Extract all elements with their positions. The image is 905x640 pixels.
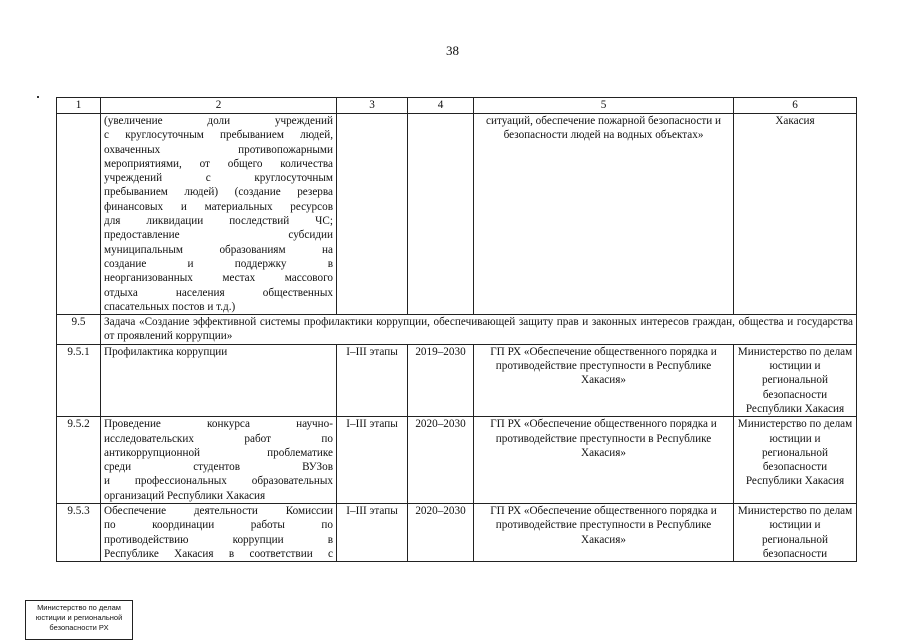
text-line: предоставление субсидии bbox=[104, 229, 333, 242]
text-line: (увеличение доли учреждений bbox=[104, 115, 333, 127]
table-row-continuation bbox=[57, 114, 857, 315]
num-cell: 9.5.3 bbox=[57, 504, 101, 562]
measure-cell bbox=[101, 114, 337, 315]
header-cell: 6 bbox=[734, 98, 857, 114]
header-cell: 5 bbox=[474, 98, 734, 114]
ministry-stamp bbox=[25, 600, 133, 640]
text-line: противодействию коррупции в bbox=[104, 533, 333, 546]
measure-cell bbox=[101, 344, 337, 416]
years-cell bbox=[408, 114, 474, 315]
years-cell: 2019–2030 bbox=[408, 344, 474, 416]
executor-cell: Министерство по делам юстиции и региональной безопасности bbox=[734, 504, 857, 562]
header-row bbox=[57, 98, 857, 114]
text-line: антикоррупционной проблематике bbox=[104, 446, 333, 459]
section-title: Задача «Создание эффективной системы профилактики коррупции, обеспечивающей защиту прав и законных интересов граждан, общества и государства от проявлений коррупции» bbox=[101, 315, 857, 345]
text-line: отдыха населения общественных bbox=[104, 286, 333, 299]
text-line: Обеспечение деятельности Комиссии bbox=[104, 505, 333, 518]
text-line: с круглосуточным пребыванием людей, bbox=[104, 129, 333, 142]
text-line: исследовательских работ по bbox=[104, 432, 333, 445]
program-cell: ГП РХ «Обеспечение общественного порядка и противодействие преступности в Республике Хакасия» bbox=[474, 417, 734, 504]
program-cell: ситуаций, обеспечение пожарной безопасности и безопасности людей на водных объектах» bbox=[474, 114, 734, 315]
num-cell: 9.5.1 bbox=[57, 344, 101, 416]
text-line: среди студентов ВУЗов bbox=[104, 461, 333, 474]
stages-cell: I–III этапы bbox=[337, 417, 408, 504]
measure-cell bbox=[101, 504, 337, 562]
program-cell: ГП РХ «Обеспечение общественного порядка и противодействие преступности в Республике Хакасия» bbox=[474, 344, 734, 416]
text-line: муниципальным образованиям на bbox=[104, 243, 333, 256]
text-line: Проведение конкурса научно- bbox=[104, 418, 333, 431]
text-line: учреждений с круглосуточным bbox=[104, 172, 333, 185]
section-number: 9.5 bbox=[57, 315, 101, 345]
executor-cell: Министерство по делам юстиции и региональной безопасности Республики Хакасия bbox=[734, 344, 857, 416]
text-line: Республике Хакасия в соответствии с bbox=[104, 547, 333, 560]
header-cell: 2 bbox=[101, 98, 337, 114]
text-line: пребыванием людей) (создание резерва bbox=[104, 186, 333, 199]
text-line: для ликвидации последствий ЧС; bbox=[104, 215, 333, 228]
table-row bbox=[57, 417, 857, 504]
text-line: Профилактика коррупции bbox=[104, 345, 228, 358]
table-row bbox=[57, 504, 857, 562]
program-cell: ГП РХ «Обеспечение общественного порядка и противодействие преступности в Республике Хакасия» bbox=[474, 504, 734, 562]
section-row bbox=[57, 315, 857, 345]
stamp-line: юстиции и региональной bbox=[35, 613, 123, 622]
measures-table bbox=[56, 97, 857, 562]
years-cell: 2020–2030 bbox=[408, 417, 474, 504]
years-cell: 2020–2030 bbox=[408, 504, 474, 562]
margin-mark bbox=[37, 96, 39, 98]
stages-cell: I–III этапы bbox=[337, 344, 408, 416]
text-line: организаций Республики Хакасия bbox=[104, 489, 266, 502]
text-line: финансовых и материальных ресурсов bbox=[104, 200, 333, 213]
text-line: и профессиональных образовательных bbox=[104, 475, 333, 488]
text-line: охваченных противопожарными bbox=[104, 143, 333, 156]
text-line: неорганизованных местах массового bbox=[104, 272, 333, 285]
executor-cell: Хакасия bbox=[734, 114, 857, 315]
text-line: мероприятиями, от общего количества bbox=[104, 157, 333, 170]
page-number: 38 bbox=[446, 43, 459, 58]
executor-cell: Министерство по делам юстиции и региональной безопасности Республики Хакасия bbox=[734, 417, 857, 504]
stamp-line: Министерство по делам bbox=[37, 603, 121, 612]
header-cell: 4 bbox=[408, 98, 474, 114]
stages-cell bbox=[337, 114, 408, 315]
table-row bbox=[57, 344, 857, 416]
header-cell: 1 bbox=[57, 98, 101, 114]
text-line: по координации работы по bbox=[104, 519, 333, 532]
text-line: создание и поддержку в bbox=[104, 257, 333, 270]
num-cell bbox=[57, 114, 101, 315]
stamp-line: безопасности РХ bbox=[49, 623, 109, 632]
text-line: спасательных постов и т.д.) bbox=[104, 300, 236, 313]
header-cell: 3 bbox=[337, 98, 408, 114]
measure-cell bbox=[101, 417, 337, 504]
stages-cell: I–III этапы bbox=[337, 504, 408, 562]
num-cell: 9.5.2 bbox=[57, 417, 101, 504]
